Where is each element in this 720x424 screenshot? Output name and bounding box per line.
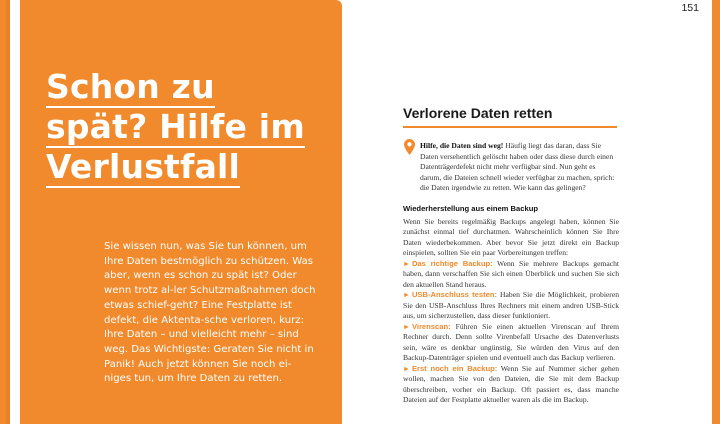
chapter-title bbox=[46, 68, 306, 188]
tip-keyword: Virenscan: bbox=[411, 321, 451, 331]
chapter-title-line-1: Schon zu bbox=[46, 67, 215, 106]
callout-box bbox=[420, 141, 618, 194]
tip-item bbox=[403, 259, 619, 291]
chapter-intro bbox=[104, 240, 318, 387]
subheading: Wiederherstellung aus einem Backup bbox=[403, 204, 538, 213]
tip-text: Führen Sie einen aktuellen Virenscan auf Ihrem Rechner durch. Denn sollte Virenbefall Ursache des Datenverlusts sein, wäre es denkbar ungünstig, Sie würden den Virus auf den Backup-Datenträger spielen und eventuell auch das Backup verlieren. bbox=[403, 321, 619, 362]
section-title: Verlorene Daten retten bbox=[403, 105, 617, 128]
arrow-right-icon: ► bbox=[403, 259, 410, 268]
callout-lead: Hilfe, die Daten sind weg! bbox=[420, 141, 504, 150]
page-number: 151 bbox=[681, 2, 699, 14]
chapter-title-line-2: spät? Hilfe im bbox=[46, 107, 305, 146]
tip-item bbox=[403, 364, 619, 406]
body-paragraph: Wenn Sie bereits regelmäßig Backups angelegt haben, können Sie zunächst einmal tief durchatmen. Wahrscheinlich können Sie Ihre Daten wiederbekommen. Aber bevor Sie jetzt direkt ein Backup einspielen, sollten Sie ein paar Vorbereitungen treffen: bbox=[403, 216, 619, 257]
arrow-right-icon: ► bbox=[403, 291, 410, 299]
callout-paragraph bbox=[420, 141, 618, 194]
callout-text: Häufig liegt das daran, dass Sie Daten versehentlich gelöscht haben oder dass diese durch einen Datenträgerdefekt nicht mehr verfügbar sind. Nun geht es darum, die Dateien schnell wieder verfügbar zu machen, sprich: die Daten irgendwie zu retten. Wie kann das gelingen? bbox=[420, 141, 615, 193]
location-pin-icon bbox=[404, 139, 415, 155]
tip-keyword: Das richtige Backup: bbox=[411, 258, 493, 268]
tip-text: Wenn Sie mehrere Backups gemacht haben, dann verschaffen Sie sich einen Überblick und suchen Sie sich den aktuellen Stand heraus. bbox=[403, 258, 619, 289]
tip-text: Wenn Sie auf Nummer sicher gehen wollen, machen Sie von den Dateien, die Sie mit dem Backup überschreiben, vorher ein Backup. Oft passiert es, dass manche Dateien auf der Festplatte aktueller waren als die im Backup. bbox=[403, 363, 619, 404]
chapter-title-line-3: Verlustfall bbox=[46, 147, 241, 186]
left-edge-tab bbox=[0, 0, 10, 424]
intro-text: Sie wissen nun, was Sie tun können, um Ihre Daten bestmöglich zu schützen. Was aber, wenn es schon zu spät ist? Oder wenn trotz al-ler Schutzmaßnahmen doch etwas schief-geht? Eine Festplatte ist defekt, die Aktenta-sche verloren, kurz: Ihre Daten – und vielleicht mehr – sind weg. Das Wichtigste: Geraten Sie nicht in Panik! Auch jetzt können Sie noch ei-niges tun, um Ihre Daten zu retten. bbox=[104, 241, 316, 385]
arrow-right-icon: ► bbox=[403, 322, 410, 331]
tip-keyword: Erst noch ein Backup: bbox=[411, 363, 498, 373]
tip-item bbox=[403, 290, 619, 322]
tip-item bbox=[403, 322, 619, 364]
arrow-right-icon: ► bbox=[403, 364, 410, 373]
tip-text: Haben Sie die Möglichkeit, probieren Sie den USB-Anschluss Ihres Rechners mit einem andren USB-Stick aus, um sicherzustellen, dass dieser funktioniert. bbox=[403, 290, 619, 320]
right-edge-tab bbox=[712, 0, 720, 424]
tip-keyword: USB-Anschluss testen: bbox=[411, 290, 498, 299]
body-column bbox=[403, 204, 619, 406]
